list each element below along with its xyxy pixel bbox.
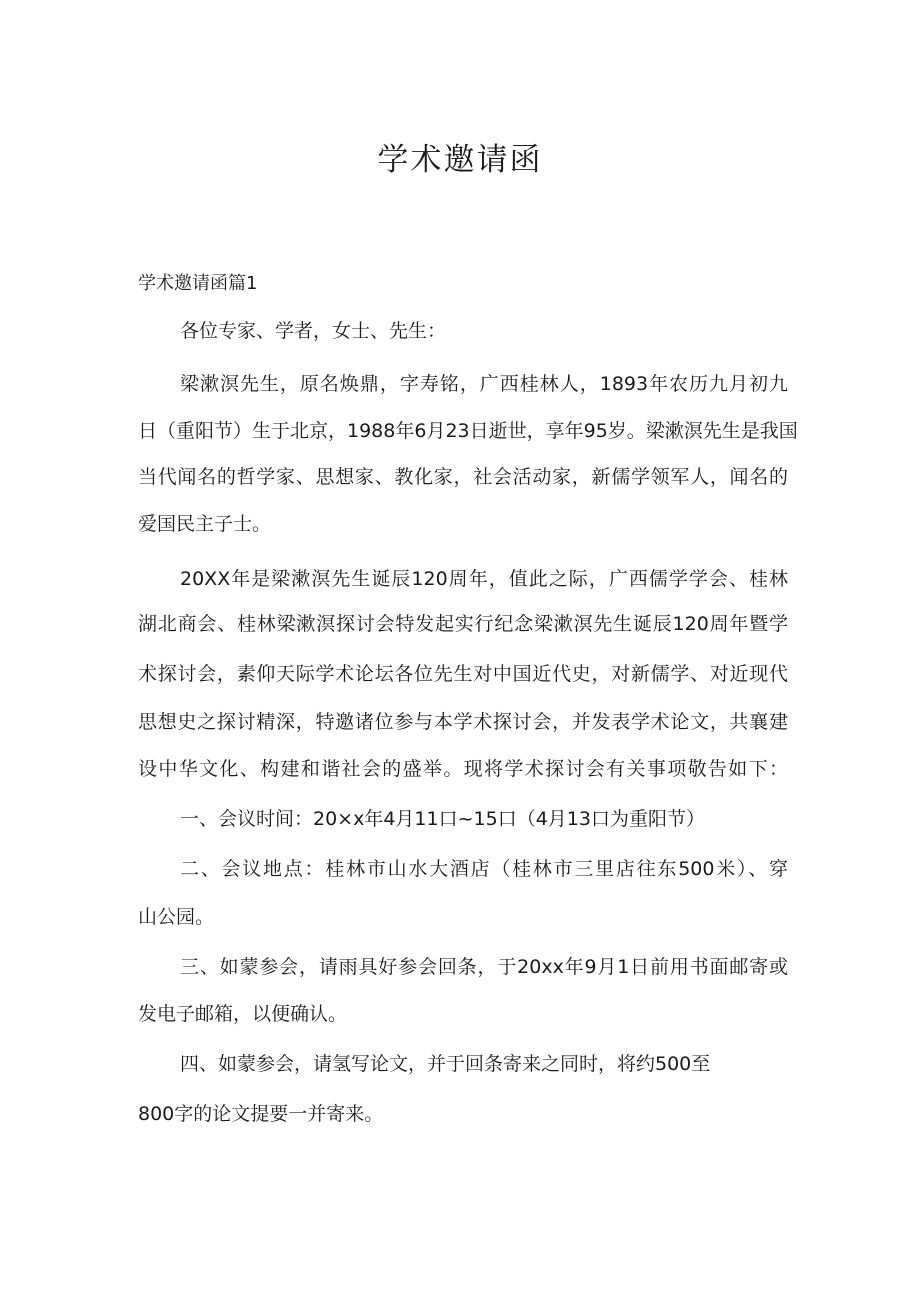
item4-line: 四、如蒙参会，请氢写论文，并于回条寄来之同时，将约500至 [180,1053,711,1075]
item4-line: 800字的论文提要一并寄来。 [138,1103,384,1125]
section-heading: 学术邀请函篇1 [138,273,258,294]
paragraph2-line: 术探讨会，素仰天际学术论坛各位先生对中国近代史，对新儒学、对近现代 [138,663,788,685]
item3-line: 三、如蒙参会，请雨具好参会回条，于20xx年9月1日前用书面邮寄或 [180,956,788,978]
paragraph1-line: 爱国民主子士。 [138,513,272,535]
paragraph2-line: 设中华文化、构建和谐社会的盛举。现将学术探讨会有关事项敬告如下： [138,758,788,780]
salutation: 各位专家、学者，女士、先生： [180,320,447,342]
item1-meeting-time: 一、会议时间：20×x年4月11口~15口（4月13口为重阳节） [180,808,705,830]
paragraph2-line: 湖北商会、桂林梁漱溟探讨会特发起实行纪念梁漱溟先生诞辰120周年暨学 [138,613,788,635]
paragraph2-line: 思想史之探讨精深，特邀诸位参与本学术探讨会，并发表学术论文，共襄建 [138,711,788,733]
item2-line: 二、会议地点：桂林市山水大酒店（桂林市三里店往东500米）、穿 [180,858,788,880]
paragraph1-line: 梁漱溟先生，原名焕鼎，字寿铭，广西桂林人，1893年农历九月初九 [180,373,788,395]
item2-line: 山公园。 [138,906,215,928]
paragraph2-line: 20XX年是梁漱溟先生诞辰120周年，值此之际，广西儒学学会、桂林 [180,568,788,590]
document-title: 学术邀请函 [377,142,543,178]
paragraph1-line: 当代闻名的哲学家、思想家、教化家，社会活动家，新儒学领军人，闻名的 [138,466,788,488]
paragraph1-line: 日（重阳节）生于北京，1988年6月23日逝世，享年95岁。梁漱溟先生是我国 [138,420,798,442]
item3-line: 发电子邮箱，以便确认。 [138,1003,348,1025]
